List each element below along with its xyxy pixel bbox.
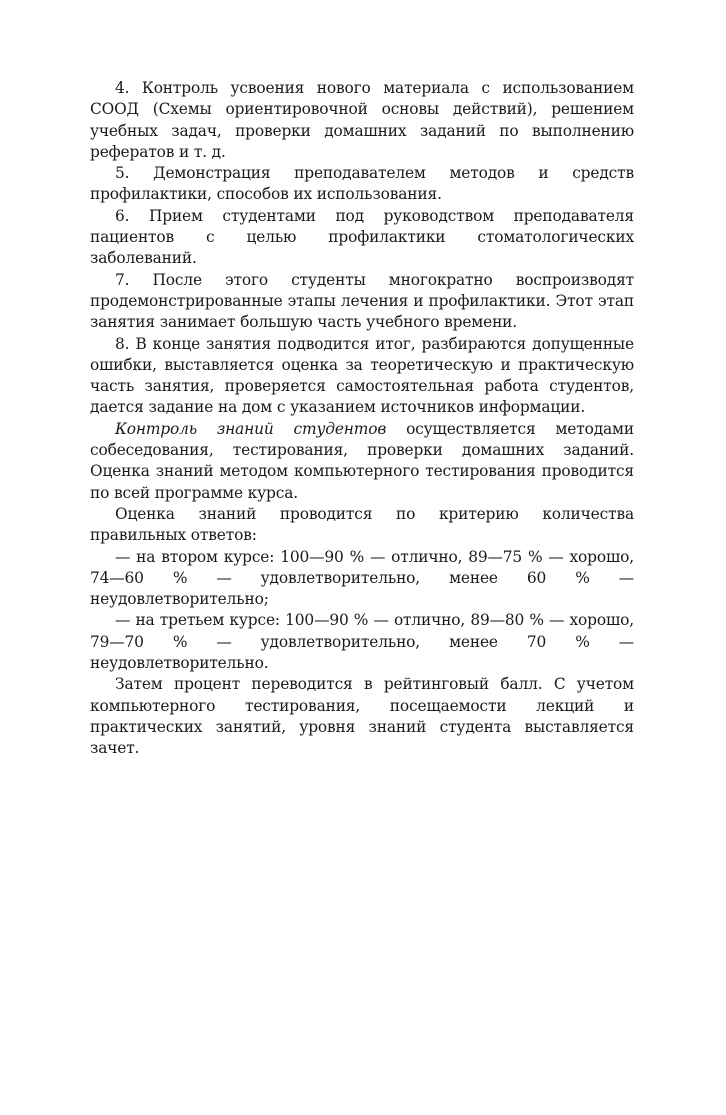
paragraph-item-8: 8. В конце занятия подводится итог, разбираются допущенные ошибки, выставляется оценка за теоретическую и практическую часть занятия, проверяется самостоятельная работа студентов, дается задание на дом с указанием источников информации. (90, 334, 634, 417)
paragraph-item-6: 6. Прием студентами под руководством преподавателя пациентов с целью профилактики стоматологических заболеваний. (90, 206, 634, 268)
criteria-third-year: — на третьем курсе: 100—90 % — отлично, 89—80 % — хорошо, 79—70 % — удовлетворительно, менее 70 % — неудовлетворительно. (90, 611, 634, 673)
page-body (90, 78, 634, 760)
paragraph-item-7: 7. После этого студенты многократно воспроизводят продемонстрированные этапы лечения и профилактики. Этот этап занятия занимает большую часть учебного времени. (90, 270, 634, 332)
paragraph-assessment-intro: Оценка знаний проводится по критерию количества правильных ответов: (90, 504, 634, 545)
paragraph-item-5: 5. Демонстрация преподавателем методов и средств профилактики, способов их использования. (90, 164, 634, 204)
knowledge-control-text: осуществляется методами собеседования, тестирования, проверки домашних заданий. Оценка знаний методом компьютерного тестирования проводится по всей программе курса. (90, 419, 634, 502)
paragraph-conclusion: Затем процент переводится в рейтинговый балл. С учетом компьютерного тестирования, посещаемости лекций и практических занятий, уровня знаний студента выставляется зачет. (90, 675, 634, 758)
paragraph-knowledge-control (90, 419, 634, 504)
paragraph-item-4: 4. Контроль усвоения нового материала с использованием СООД (Схемы ориентировочной основы действий), решением учебных задач, проверки домашних заданий по выполнению рефератов и т. д. (90, 79, 634, 161)
knowledge-control-lead: Контроль знаний студентов (115, 419, 387, 438)
criteria-second-year: — на втором курсе: 100—90 % — отлично, 89—75 % — хорошо, 74—60 % — удовлетворительно, менее 60 % — неудовлетворительно; (90, 547, 634, 609)
